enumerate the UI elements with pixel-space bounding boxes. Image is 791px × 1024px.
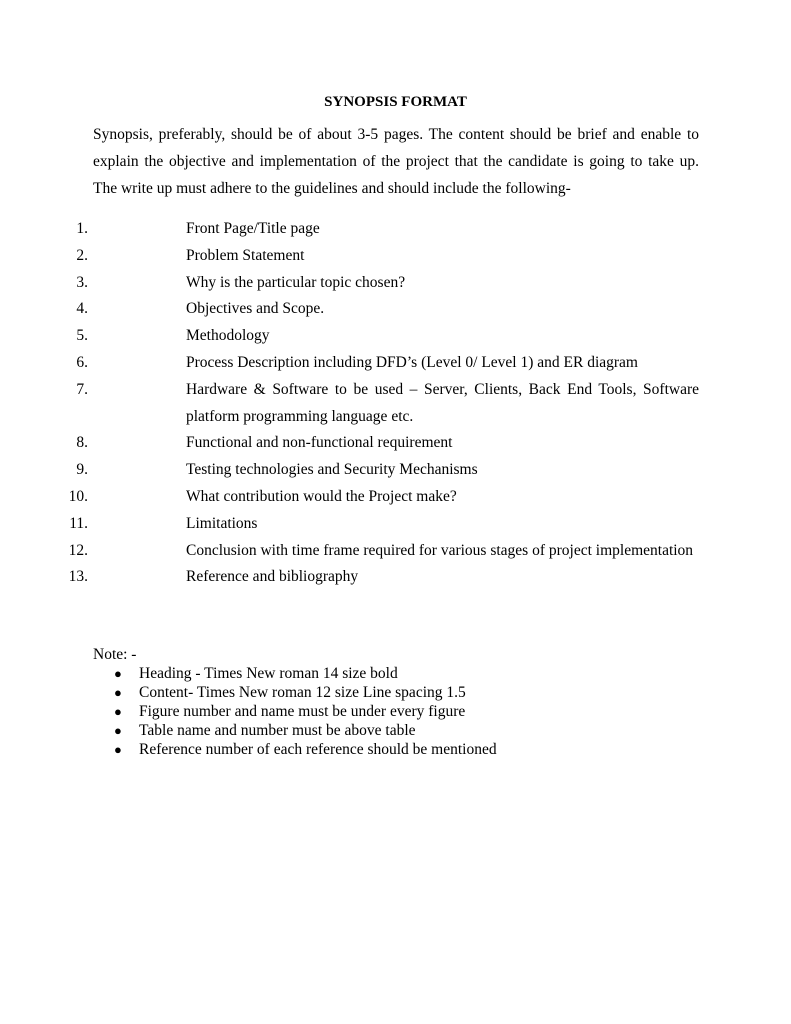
list-item-text: What contribution would the Project make? — [186, 487, 457, 505]
notes-list — [0, 664, 791, 759]
list-item — [0, 457, 699, 484]
bullet-icon: ● — [114, 666, 122, 681]
list-item-text: Why is the particular topic chosen? — [186, 273, 406, 291]
note-item — [0, 740, 791, 759]
list-item-number: 3. — [76, 273, 88, 291]
list-item-number: 5. — [76, 327, 88, 345]
list-item-number: 6. — [76, 353, 88, 371]
contents-list — [0, 216, 791, 591]
list-item — [0, 270, 699, 297]
list-item-number: 12. — [68, 541, 88, 559]
list-item-number: 13. — [68, 568, 88, 586]
list-item-number: 11. — [69, 514, 88, 532]
list-item-number: 8. — [76, 434, 88, 452]
note-label: Note: - — [93, 646, 137, 663]
list-item-text: Testing technologies and Security Mechanisms — [186, 461, 478, 479]
list-item-text: Front Page/Title page — [186, 220, 320, 237]
list-item — [0, 243, 699, 270]
list-item-number: 9. — [76, 461, 88, 479]
list-item-text: Process Description including DFD’s (Level 0/ Level 1) and ER diagram — [186, 353, 638, 371]
note-text: Reference number of each reference should be mentioned — [139, 741, 497, 758]
note-text: Table name and number must be above table — [139, 722, 416, 739]
list-item-number: 10. — [68, 487, 88, 505]
intro-paragraph: Synopsis, preferably, should be of about 3-5 pages. The content should be brief and enable to explain the objective and implementation of the project that the candidate is going to take up. The write up must adhere to the guidelines and should include the following- — [93, 126, 699, 197]
list-item — [0, 538, 699, 565]
bullet-icon: ● — [114, 704, 122, 719]
note-item — [0, 664, 791, 683]
list-item — [0, 511, 699, 538]
list-item-number: 2. — [76, 246, 88, 264]
list-item-text: Methodology — [186, 327, 270, 345]
list-item-number: 7. — [76, 380, 88, 398]
list-item — [0, 350, 699, 377]
list-item — [0, 430, 699, 457]
bullet-icon: ● — [114, 723, 122, 738]
list-item-text: Objectives and Scope. — [186, 300, 325, 318]
list-item — [0, 216, 699, 243]
list-item-text: Limitations — [186, 514, 258, 532]
note-item — [0, 683, 791, 702]
list-item-number: 1. — [76, 220, 88, 237]
note-item — [0, 721, 791, 740]
list-item-text: Conclusion with time frame required for various stages of project implementation — [186, 541, 694, 559]
list-item-text: Problem Statement — [186, 246, 305, 264]
bullet-icon: ● — [114, 685, 122, 700]
list-item-text: Hardware & Software to be used – Server, Clients, Back End Tools, Software platform programming language etc. — [186, 380, 699, 425]
list-item — [0, 484, 699, 511]
list-item-number: 4. — [76, 300, 88, 318]
document-title: SYNOPSIS FORMAT — [324, 94, 467, 110]
bullet-icon: ● — [114, 742, 122, 757]
list-item-text: Functional and non-functional requirement — [186, 434, 453, 452]
list-item — [0, 296, 699, 323]
list-item — [0, 564, 699, 591]
note-text: Heading - Times New roman 14 size bold — [139, 665, 398, 682]
list-item — [0, 377, 699, 431]
list-item-text: Reference and bibliography — [186, 568, 359, 586]
note-text: Figure number and name must be under every figure — [139, 703, 466, 720]
note-item — [0, 702, 791, 721]
note-text: Content- Times New roman 12 size Line spacing 1.5 — [139, 684, 466, 701]
list-item — [0, 323, 699, 350]
